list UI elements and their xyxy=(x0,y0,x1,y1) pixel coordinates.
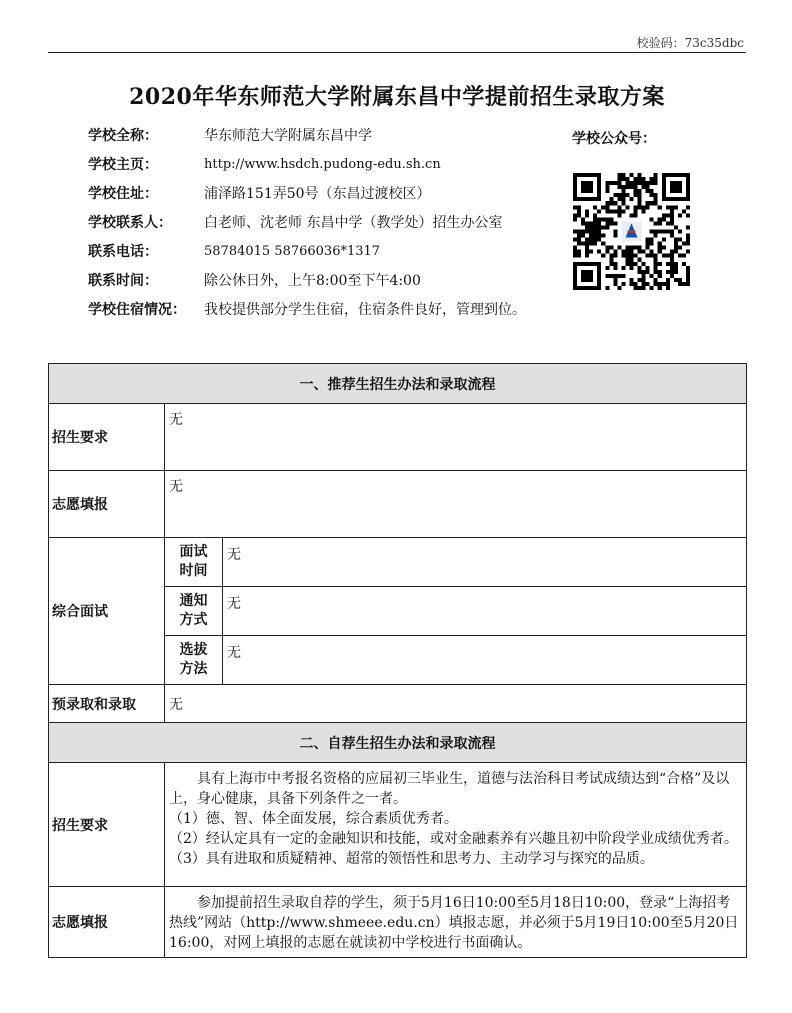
info-value-homepage[interactable]: http://www.hsdch.pudong-edu.sh.cn xyxy=(204,157,441,172)
s2-requirement-label: 招生要求 xyxy=(49,763,165,887)
info-value: 浦泽路151弄50号（东昌过渡校区） xyxy=(204,186,431,202)
info-value: 除公休日外，上午8:00至下午4:00 xyxy=(204,273,421,289)
interview-method-value: 无 xyxy=(223,636,747,685)
s2-requirement-value xyxy=(165,763,747,887)
info-row-address xyxy=(88,184,558,204)
document-title: 2020年华东师范大学附属东昌中学提前招生录取方案 xyxy=(129,84,665,110)
info-row-hours xyxy=(88,271,558,291)
info-label: 学校住宿情况： xyxy=(88,302,186,318)
interview-notice-label: 通知 方式 xyxy=(165,587,223,636)
section1-heading: 一、推荐生招生办法和录取流程 xyxy=(49,364,747,404)
s2-wish-label: 志愿填报 xyxy=(49,887,165,958)
s1-admit-value: 无 xyxy=(165,685,747,723)
s2-requirement-item: （3）具有进取和质疑精神、超常的领悟性和思考力、主动学习与探究的品质。 xyxy=(169,851,654,867)
info-label: 学校联系人： xyxy=(88,215,172,231)
info-row-homepage xyxy=(88,155,558,175)
s1-admit-label: 预录取和录取 xyxy=(49,685,165,723)
info-label: 联系电话： xyxy=(88,244,158,260)
interview-notice-value: 无 xyxy=(223,587,747,636)
info-label: 学校主页： xyxy=(88,157,158,173)
info-value: 我校提供部分学生住宿，住宿条件良好，管理到位。 xyxy=(204,302,526,318)
qr-code-icon xyxy=(573,173,690,290)
info-label: 学校住址： xyxy=(88,186,158,202)
info-value: 58784015 58766036*1317 xyxy=(204,244,381,259)
s1-interview-label: 综合面试 xyxy=(49,538,165,685)
school-info xyxy=(88,126,558,329)
info-label: 学校全称： xyxy=(88,128,158,144)
info-value: 白老师、沈老师 东昌中学（教学处）招生办公室 xyxy=(204,215,503,231)
s2-requirement-intro: 具有上海市中考报名资格的应届初三毕业生，道德与法治科目考试成绩达到“合格”及以上，身心健康，具备下列条件之一者。 xyxy=(169,771,730,807)
s2-requirement-item: （2）经认定具有一定的金融知识和技能，或对金融素养有兴趣且初中阶段学业成绩优秀者。 xyxy=(169,831,738,847)
info-row-dorm xyxy=(88,300,558,320)
info-row-name xyxy=(88,126,558,146)
info-value: 华东师范大学附属东昌中学 xyxy=(204,128,372,144)
s1-wish-value: 无 xyxy=(165,471,747,538)
admission-table xyxy=(48,363,747,958)
header-rule xyxy=(48,52,746,53)
s2-wish-text: 参加提前招生录取自荐的学生，须于5月16日10:00至5月18日10:00，登录“上海招考热线”网站（http://www.shmeee.edu.cn）填报志愿，并必须于5月19日10:00至5月20日16:00，对网上填报的志愿在就读初中学校进行书面确认。 xyxy=(169,895,739,951)
section2-heading: 二、自荐生招生办法和录取流程 xyxy=(49,723,747,763)
s1-requirement-value: 无 xyxy=(165,404,747,471)
s1-requirement-label: 招生要求 xyxy=(49,404,165,471)
verification-code: 校验码：73c35dbc xyxy=(636,36,744,50)
s2-wish-value xyxy=(165,887,747,958)
qr-label: 学校公众号： xyxy=(572,131,656,147)
s2-requirement-item: （1）德、智、体全面发展，综合素质优秀者。 xyxy=(169,811,458,827)
interview-method-label: 选拔 方法 xyxy=(165,636,223,685)
interview-time-label: 面试 时间 xyxy=(165,538,223,587)
info-row-phone xyxy=(88,242,558,262)
s1-wish-label: 志愿填报 xyxy=(49,471,165,538)
interview-time-value: 无 xyxy=(223,538,747,587)
info-label: 联系时间： xyxy=(88,273,158,289)
info-row-contact xyxy=(88,213,558,233)
